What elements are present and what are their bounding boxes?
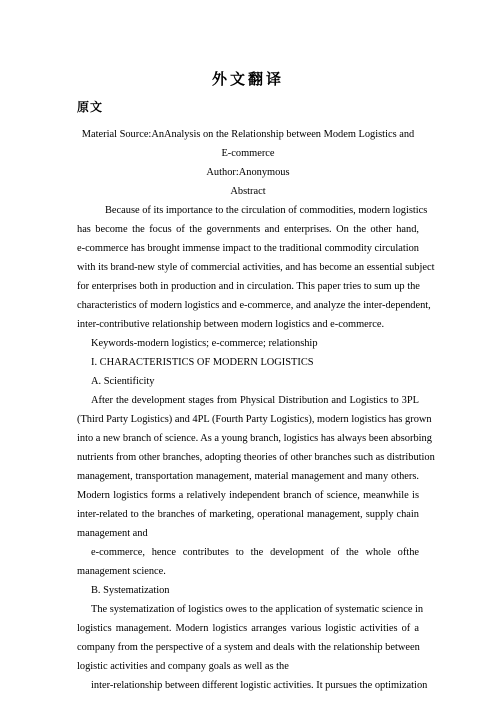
abstract-line: for enterprises both in production and in circulation. This paper tries to sum up the <box>77 281 420 292</box>
paragraph-line: management science. <box>77 566 166 577</box>
paragraph-b <box>77 600 428 695</box>
abstract-line: characteristics of modern logistics and e-commerce, and analyze the inter-dependent, <box>77 300 431 311</box>
paragraph-line: logistic activities and company goals as well as the <box>77 661 289 672</box>
abstract-heading: Abstract <box>230 186 266 197</box>
abstract-paragraph <box>77 201 435 334</box>
paragraph-line: management and <box>77 528 148 539</box>
paragraph-line: e-commerce, hence contributes to the development of the whole ofthe <box>91 547 419 558</box>
abstract-line: Because of its importance to the circulation of commodities, modern logistics <box>105 205 428 216</box>
section-label: 原文 <box>77 100 104 114</box>
paragraph-line: management, transportation management, material management and many others. <box>77 471 419 482</box>
paragraph-line: logistics management. Modern logistics arranges various logistic activities of a <box>77 623 419 634</box>
keywords-line: Keywords-modern logistics; e-commerce; relationship <box>91 338 318 349</box>
abstract-line: e-commerce has brought immense impact to the traditional commodity circulation <box>77 243 419 254</box>
abstract-line: with its brand-new style of commercial activities, and has become an essential subject <box>77 262 435 273</box>
paragraph-line: (Third Party Logistics) and 4PL (Fourth Party Logistics), modern logistics has grown <box>77 414 432 425</box>
document-title: 外文翻译 <box>211 70 284 88</box>
source-line-1: Material Source:AnAnalysis on the Relationship between Modem Logistics and <box>81 129 415 140</box>
abstract-line: has become the focus of the governments and enterprises. On the other hand, <box>77 224 419 235</box>
paragraph-line: inter-relationship between different logistic activities. It pursues the optimization <box>91 680 428 691</box>
subheading-a: A. Scientificity <box>91 376 155 387</box>
paragraph-line: The systematization of logistics owes to the application of systematic science in <box>91 604 424 615</box>
paragraph-line: company from the perspective of a system and deals with the relationship between <box>77 642 420 653</box>
section-heading-1: I. CHARACTERISTICS OF MODERN LOGISTICS <box>91 357 314 368</box>
paragraph-line: into a new branch of science. As a young branch, logistics has always been absorbing <box>77 433 432 444</box>
paragraph-line: nutrients from other branches, adopting theories of other branches such as distribution <box>77 452 435 463</box>
author-line: Author:Anonymous <box>206 167 290 178</box>
source-line-2: E-commerce <box>221 148 275 159</box>
paragraph-a <box>77 391 435 581</box>
subheading-b: B. Systematization <box>91 585 170 596</box>
paragraph-line: Modern logistics forms a relatively independent branch of science, meanwhile is <box>77 490 419 501</box>
paragraph-line: inter-related to the branches of marketing, operational management, supply chain <box>77 509 419 520</box>
paragraph-line: After the development stages from Physical Distribution and Logistics to 3PL <box>91 395 419 406</box>
abstract-line: inter-contributive relationship between modern logistics and e-commerce. <box>77 319 385 330</box>
